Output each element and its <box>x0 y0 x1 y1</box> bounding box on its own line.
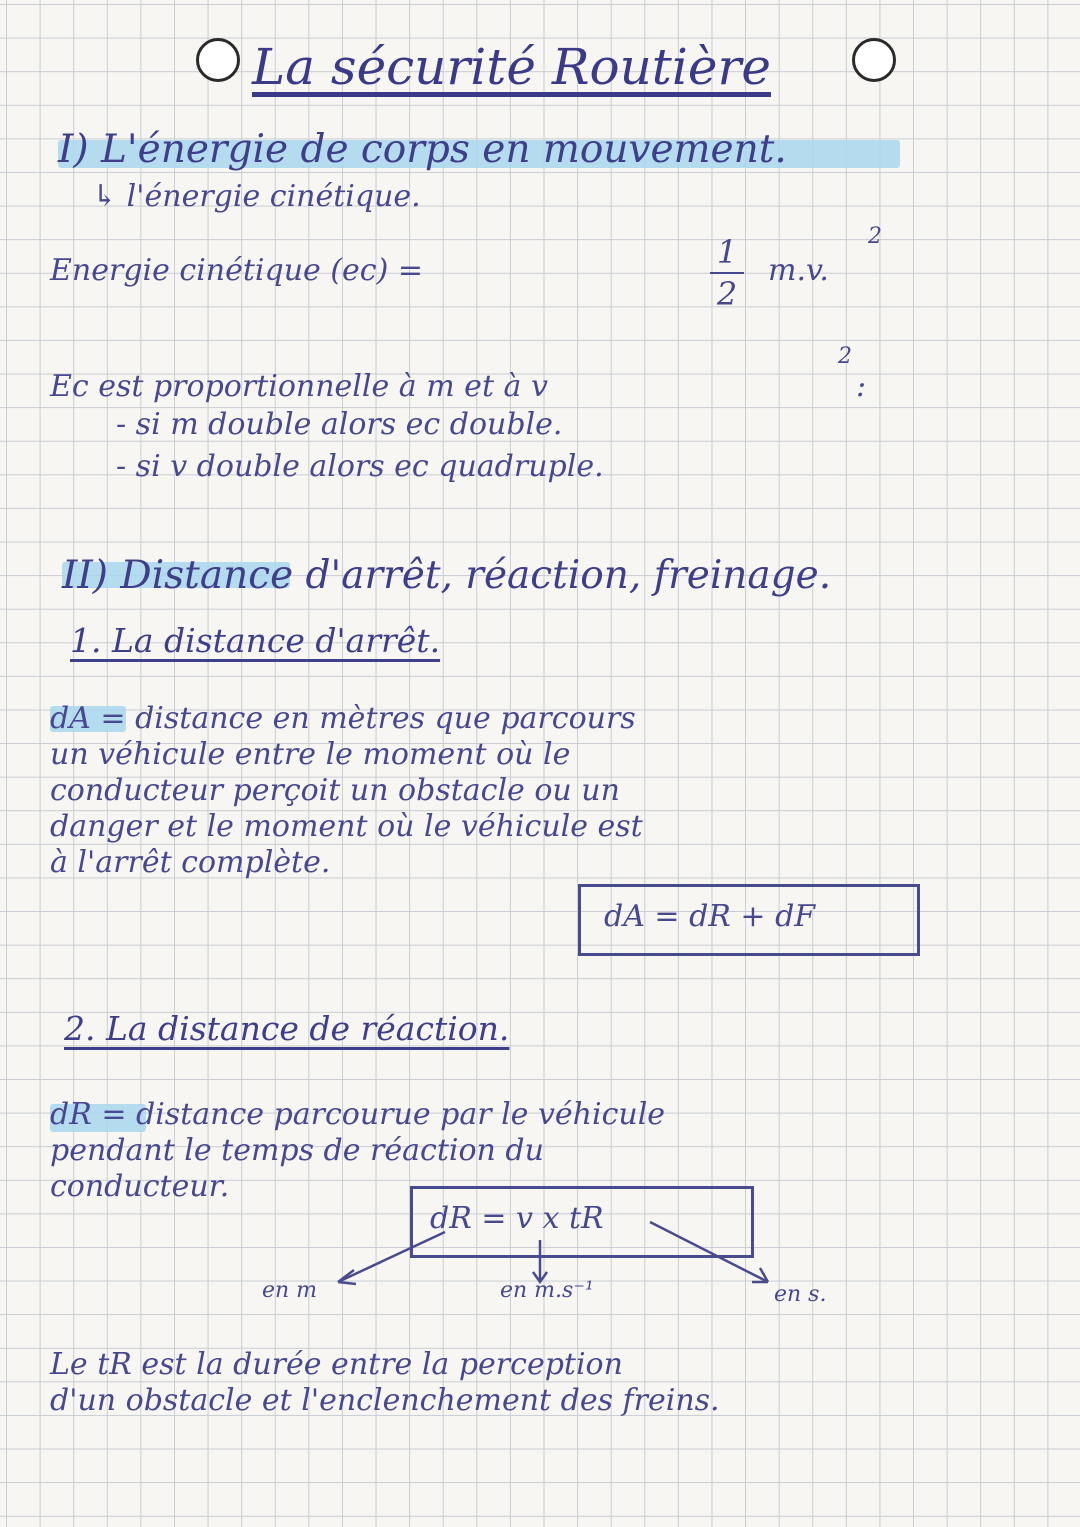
stopping-distance-formula: dA = dR + dF <box>604 899 816 934</box>
bullet-mass: - si m double alors ec double. <box>116 407 563 442</box>
kinetic-energy-label: Energie cinétique (ec) = <box>50 253 423 288</box>
reaction-distance-title: 2. La distance de réaction. <box>64 1009 510 1048</box>
stopping-distance-title: 1. La distance d'arrêt. <box>70 621 441 660</box>
stopping-distance-line-3: conducteur perçoit un obstacle ou un <box>50 773 620 808</box>
page-title: La sécurité Routière <box>252 38 771 96</box>
stopping-distance-line-2: un véhicule entre le moment où le <box>50 737 571 772</box>
arrow-to-seconds <box>650 1222 768 1282</box>
proportionality-exponent: 2 <box>838 344 852 369</box>
bullet-speed: - si v double alors ec quadruple. <box>116 449 604 484</box>
reaction-time-note-line-1: Le tR est la durée entre la perception <box>50 1347 623 1382</box>
reaction-time-note-line-2: d'un obstacle et l'enclenchement des freins. <box>50 1383 720 1418</box>
stopping-distance-line-5: à l'arrêt complète. <box>50 845 331 880</box>
stopping-distance-line-4: danger et le moment où le véhicule est <box>50 809 643 844</box>
proportionality-line: Ec est proportionnelle à m et à v <box>50 369 548 404</box>
section1-subheading: ↳ l'énergie cinétique. <box>92 179 421 214</box>
section2-heading: II) Distance d'arrêt, réaction, freinage. <box>62 553 832 598</box>
unit-meters: en m <box>262 1278 318 1303</box>
reaction-distance-formula: dR = v x tR <box>430 1201 604 1236</box>
unit-seconds: en s. <box>774 1282 827 1307</box>
fraction-numerator: 1 <box>716 233 738 271</box>
kinetic-energy-exponent: 2 <box>868 224 882 249</box>
reaction-distance-line-3: conducteur. <box>50 1169 230 1204</box>
stopping-distance-line-1: dA = distance en mètres que parcours <box>50 701 636 736</box>
reaction-distance-line-1: dR = distance parcourue par le véhicule <box>50 1097 666 1132</box>
arrow-to-meters <box>338 1232 445 1282</box>
kinetic-energy-mv: m.v. <box>768 253 829 288</box>
reaction-distance-line-2: pendant le temps de réaction du <box>50 1133 544 1168</box>
fraction-denominator: 2 <box>716 275 738 313</box>
unit-speed: en m.s⁻¹ <box>500 1278 594 1303</box>
section1-heading: I) L'énergie de corps en mouvement. <box>58 127 787 172</box>
proportionality-colon: : <box>856 369 867 404</box>
